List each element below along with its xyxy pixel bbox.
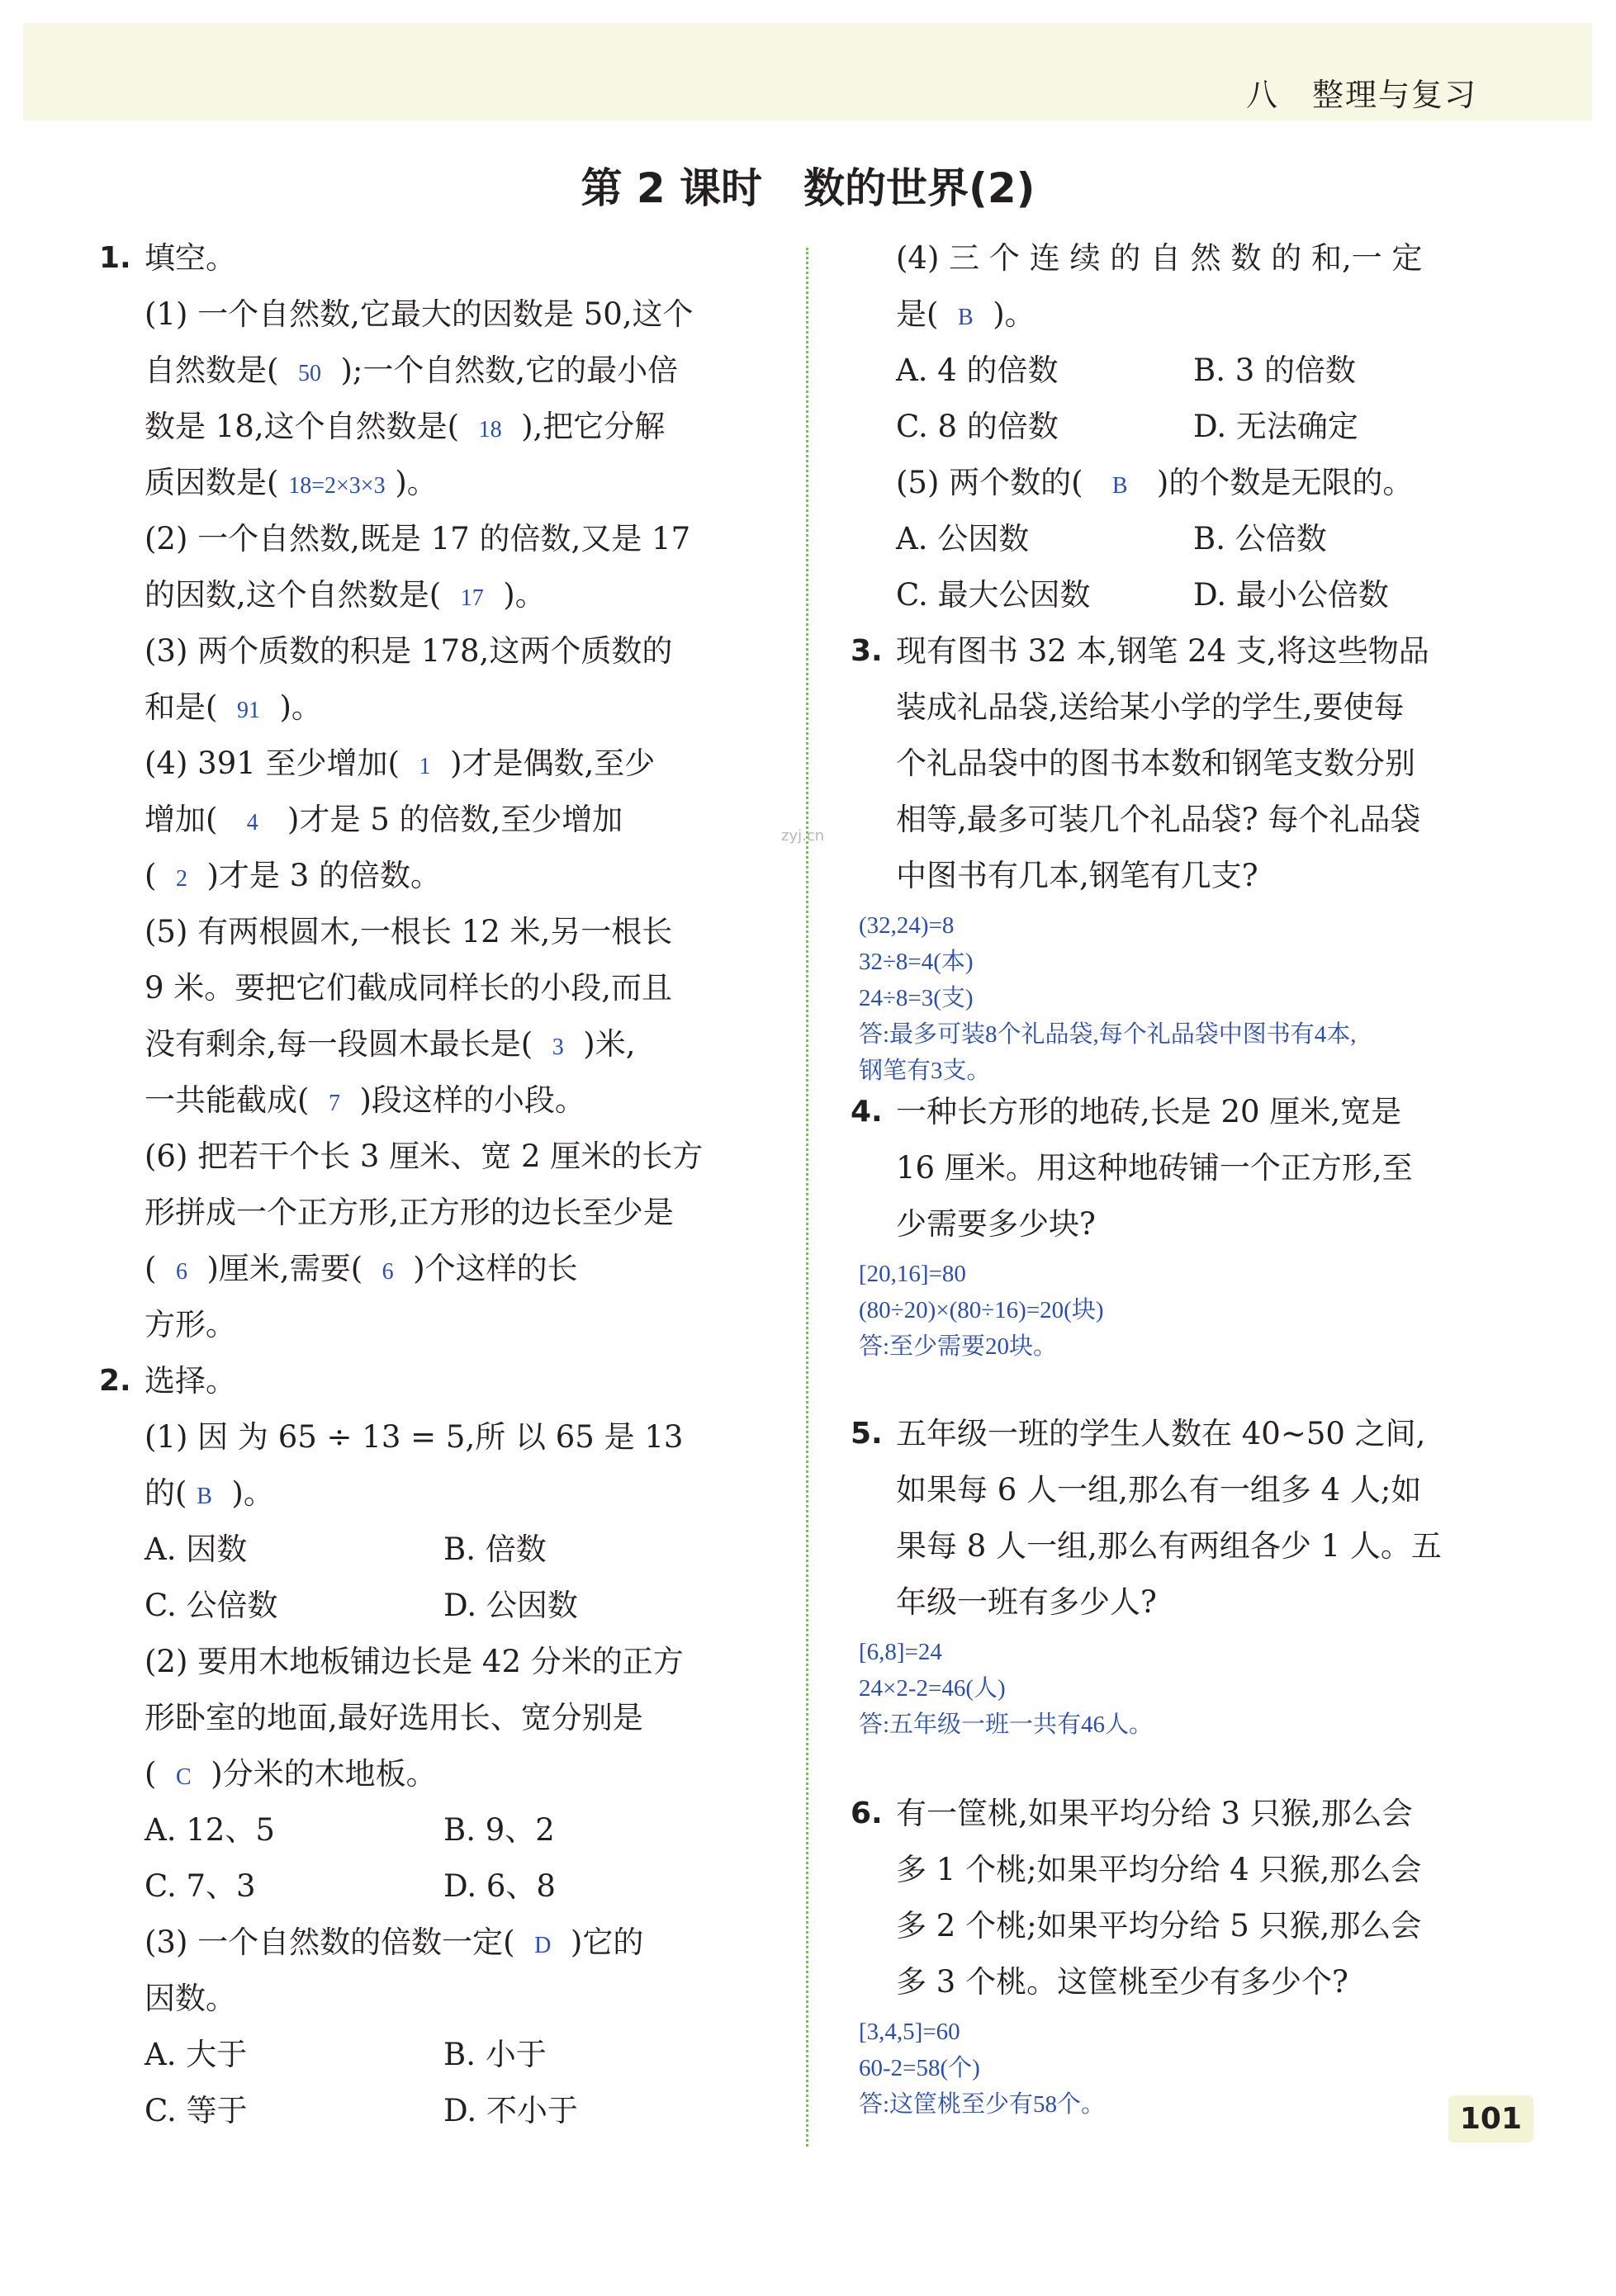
option-a: A. 12、5 (145, 1812, 275, 1848)
text-line: 16 厘米。用这种地砖铺一个正方形,至 (896, 1150, 1413, 1186)
text-line: (2) 要用木地板铺边长是 42 分米的正方 (145, 1644, 684, 1679)
solution-line: [6,8]=24 (859, 1639, 942, 1665)
solution-line: [3,4,5]=60 (859, 2019, 960, 2045)
text-line: 中图书有几本,钢笔有几支? (896, 858, 1258, 893)
chapter-label: 八 整理与复习 (1245, 77, 1477, 113)
text-line: (4) 391 至少增加( 1 )才是偶数,至少 (145, 746, 656, 781)
option-a: A. 4 的倍数 (896, 353, 1059, 388)
text-line: 一共能截成( 7 )段这样的小段。 (145, 1082, 585, 1118)
text-line: 五年级一班的学生人数在 40~50 之间, (896, 1416, 1426, 1451)
text-line: 是( B )。 (896, 296, 1035, 332)
option-d: D. 最小公倍数 (1193, 577, 1389, 613)
lesson-title: 第 2 课时 数的世界(2) (581, 164, 1035, 212)
text-line: 质因数是( 18=2×3×3 )。 (145, 465, 438, 500)
text-line: (3) 一个自然数的倍数一定( D )它的 (145, 1924, 644, 1960)
text-line: (5) 两个数的( B )的个数是无限的。 (896, 465, 1414, 500)
option-a: A. 公因数 (896, 521, 1030, 556)
option-b: B. 小于 (443, 2037, 547, 2072)
text-line: 年级一班有多少人? (896, 1584, 1157, 1620)
option-a: A. 大于 (145, 2037, 248, 2072)
text-line: 现有图书 32 本,钢笔 24 支,将这些物品 (896, 633, 1429, 669)
question-number: 5. (851, 1417, 883, 1451)
text-line: ( 2 )才是 3 的倍数。 (145, 858, 441, 893)
page-number: 101 (1448, 2095, 1533, 2142)
question-stem: 填空。 (145, 240, 236, 276)
option-c: C. 等于 (145, 2093, 248, 2128)
solution-line: 24÷8=3(支) (859, 985, 974, 1011)
text-line: 形拼成一个正方形,正方形的边长至少是 (145, 1195, 674, 1230)
question-stem: 选择。 (145, 1363, 236, 1399)
text-line: (6) 把若干个长 3 厘米、宽 2 厘米的长方 (145, 1139, 704, 1174)
option-c: C. 7、3 (145, 1868, 256, 1904)
question-number: 2. (99, 1364, 131, 1398)
answer: 6 (381, 1259, 394, 1285)
text-line: 一种长方形的地砖,长是 20 厘米,宽是 (896, 1094, 1402, 1129)
text-line: 个礼品袋中的图书本数和钢笔支数分别 (896, 746, 1415, 781)
solution-line: 答:至少需要20块。 (859, 1333, 1058, 1360)
text-line: (2) 一个自然数,既是 17 的倍数,又是 17 (145, 521, 691, 556)
answer: 1 (419, 754, 431, 779)
watermark: zyj.cn (781, 827, 825, 845)
question-number: 4. (851, 1095, 883, 1129)
text-line: 相等,最多可装几个礼品袋? 每个礼品袋 (896, 802, 1421, 837)
answer: 17 (460, 585, 484, 611)
column-divider (806, 248, 808, 2147)
answer: B (197, 1484, 212, 1509)
text-line: 多 1 个桃;如果平均分给 4 只猴,那么会 (896, 1852, 1422, 1887)
solution-line: (80÷20)×(80÷16)=20(块) (859, 1297, 1104, 1323)
text-line: 数是 18,这个自然数是( 18 ),把它分解 (145, 409, 666, 444)
text-line: 装成礼品袋,送给某小学的学生,要使每 (896, 689, 1405, 725)
text-line: 自然数是( 50 );一个自然数,它的最小倍 (145, 353, 679, 388)
text-line: ( 6 )厘米,需要( 6 )个这样的长 (145, 1251, 578, 1286)
option-a: A. 因数 (145, 1531, 248, 1567)
text-line: 方形。 (145, 1307, 236, 1342)
option-d: D. 不小于 (443, 2093, 578, 2128)
answer: 4 (246, 810, 258, 836)
solution-line: 60-2=58(个) (859, 2055, 980, 2081)
text-line: 的( B )。 (145, 1475, 274, 1511)
answer: 6 (175, 1259, 187, 1285)
answer: 7 (328, 1091, 340, 1116)
answer: 18=2×3×3 (288, 473, 386, 499)
text-line: (4) 三 个 连 续 的 自 然 数 的 和,一 定 (896, 240, 1423, 276)
answer: D (534, 1933, 552, 1958)
answer: 3 (552, 1034, 564, 1060)
text-line: ( C )分米的木地板。 (145, 1756, 437, 1792)
question-number: 3. (851, 634, 883, 668)
solution-line: 答:这筐桃至少有58个。 (859, 2091, 1106, 2118)
answer: 18 (478, 417, 502, 443)
text-line: 形卧室的地面,最好选用长、宽分别是 (145, 1700, 643, 1735)
solution-line: (32,24)=8 (859, 912, 955, 939)
option-d: D. 无法确定 (1193, 409, 1358, 444)
solution-line: 32÷8=4(本) (859, 949, 974, 975)
answer: 91 (236, 698, 260, 723)
question-number: 1. (99, 241, 131, 275)
answer: C (175, 1764, 192, 1790)
text-line: 多 3 个桃。这筐桃至少有多少个? (896, 1964, 1348, 2000)
option-c: C. 8 的倍数 (896, 409, 1059, 444)
solution-line: [20,16]=80 (859, 1261, 966, 1287)
option-c: C. 公倍数 (145, 1588, 278, 1623)
option-d: D. 6、8 (443, 1868, 556, 1904)
text-line: 有一筐桃,如果平均分给 3 只猴,那么会 (896, 1796, 1413, 1831)
text-line: 增加( 4 )才是 5 的倍数,至少增加 (145, 802, 623, 837)
text-line: (1) 因 为 65 ÷ 13 = 5,所 以 65 是 13 (145, 1419, 684, 1455)
answer: B (957, 305, 974, 330)
solution-line: 钢笔有3支。 (859, 1058, 991, 1084)
text-line: 少需要多少块? (896, 1206, 1096, 1242)
option-d: D. 公因数 (443, 1588, 578, 1623)
answer: B (1111, 473, 1128, 499)
text-line: (3) 两个质数的积是 178,这两个质数的 (145, 633, 673, 669)
text-line: 果每 8 人一组,那么有两组各少 1 人。五 (896, 1528, 1442, 1564)
option-b: B. 公倍数 (1193, 521, 1327, 556)
text-line: 没有剩余,每一段圆木最长是( 3 )米, (145, 1026, 636, 1062)
text-line: 9 米。要把它们截成同样长的小段,而且 (145, 970, 673, 1006)
option-b: B. 9、2 (443, 1812, 555, 1848)
solution-line: 24×2-2=46(人) (859, 1675, 1006, 1702)
option-c: C. 最大公因数 (896, 577, 1091, 613)
question-number: 6. (851, 1797, 883, 1830)
answer: 2 (175, 866, 187, 892)
option-b: B. 3 的倍数 (1193, 353, 1357, 388)
text-line: 因数。 (145, 1981, 236, 2016)
text-line: (5) 有两根圆木,一根长 12 米,另一根长 (145, 914, 673, 949)
answer: 50 (297, 361, 321, 386)
text-line: 如果每 6 人一组,那么有一组多 4 人;如 (896, 1472, 1422, 1508)
solution-line: 答:最多可装8个礼品袋,每个礼品袋中图书有4本, (859, 1021, 1357, 1048)
text-line: 和是( 91 )。 (145, 689, 322, 725)
option-b: B. 倍数 (443, 1531, 547, 1567)
text-line: (1) 一个自然数,它最大的因数是 50,这个 (145, 296, 694, 332)
text-line: 多 2 个桃;如果平均分给 5 只猴,那么会 (896, 1908, 1422, 1943)
solution-line: 答:五年级一班一共有46人。 (859, 1711, 1154, 1738)
text-line: 的因数,这个自然数是( 17 )。 (145, 577, 546, 613)
